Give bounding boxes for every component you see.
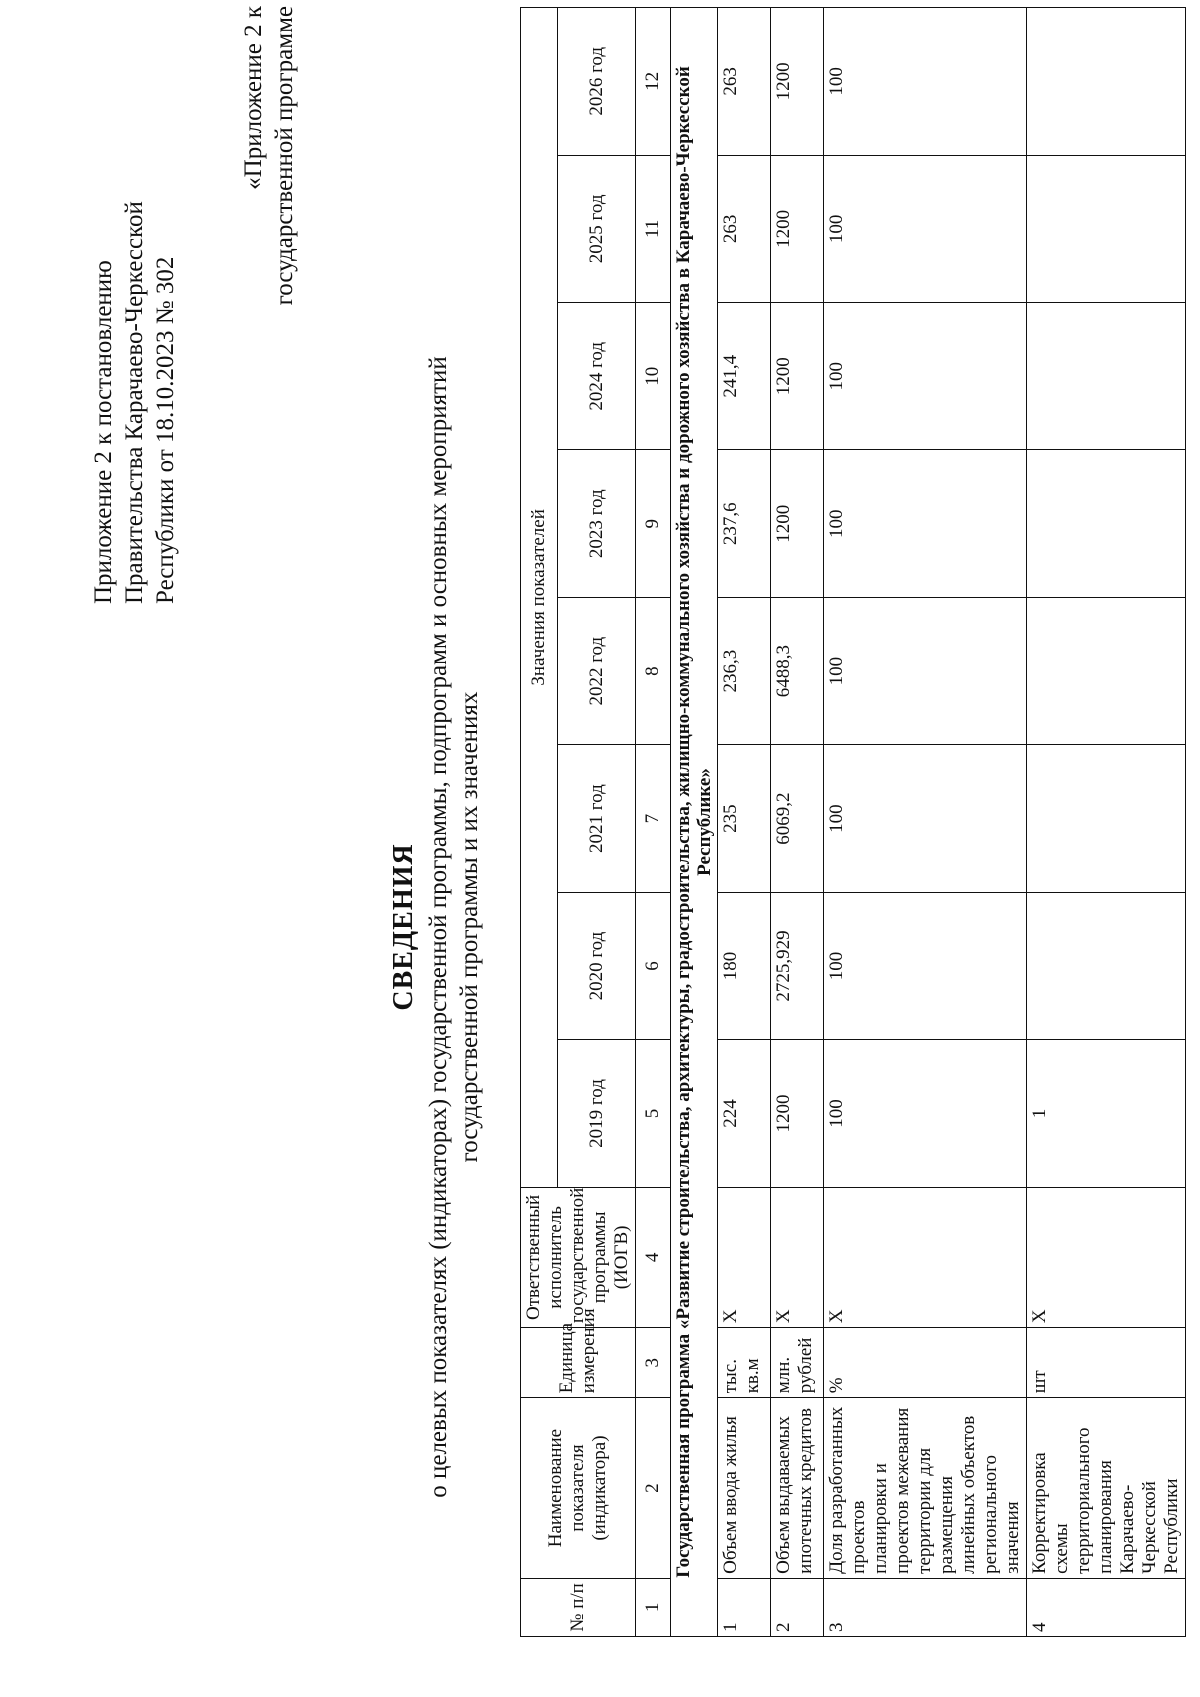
column-number: 1	[636, 1578, 671, 1636]
header-year: 2020 год	[558, 892, 636, 1039]
row-value: 1200	[771, 303, 824, 450]
indicators-table	[520, 7, 1186, 1637]
column-number: 11	[636, 155, 671, 302]
row-unit: %	[824, 1328, 1027, 1398]
header-num: № п/п	[521, 1578, 636, 1636]
column-number: 8	[636, 597, 671, 744]
row-value: 1200	[771, 450, 824, 597]
header-values-group: Значения показателей	[521, 8, 558, 1188]
row-executor: Х	[1027, 1187, 1186, 1327]
table-row	[771, 8, 824, 1637]
column-number: 9	[636, 450, 671, 597]
row-value	[1027, 745, 1186, 892]
header-year: 2019 год	[558, 1040, 636, 1187]
table-row	[718, 8, 771, 1637]
program-title-row	[671, 8, 718, 1637]
document-title	[385, 317, 485, 1537]
title-line-1: о целевых показателях (индикаторах) государственной программы, подпрограмм и основных мероприятий	[425, 356, 452, 1498]
column-numbers-row	[636, 8, 671, 1637]
row-value: 100	[824, 8, 1027, 156]
title-main: СВЕДЕНИЯ	[388, 843, 419, 1011]
header-year: 2026 год	[558, 8, 636, 156]
row-value: 224	[718, 1040, 771, 1187]
row-value: 100	[824, 892, 1027, 1039]
row-num: 3	[824, 1578, 1027, 1636]
row-num: 2	[771, 1578, 824, 1636]
row-value	[1027, 892, 1186, 1039]
row-value: 180	[718, 892, 771, 1039]
previous-appendix-line-2: государственной программе	[271, 6, 298, 306]
previous-appendix-stamp	[238, 6, 300, 396]
header-year: 2023 год	[558, 450, 636, 597]
header-year: 2025 год	[558, 155, 636, 302]
approval-line-2: Правительства Карачаево-Черкесской	[121, 201, 148, 604]
header-year: 2024 год	[558, 303, 636, 450]
approval-line-1: Приложение 2 к постановлению	[90, 260, 117, 604]
row-executor: Х	[718, 1187, 771, 1327]
header-name: Наименование показателя (индикатора)	[521, 1398, 636, 1579]
row-value: 241,4	[718, 303, 771, 450]
row-value	[1027, 155, 1186, 302]
row-value: 100	[824, 745, 1027, 892]
approval-stamp	[88, 4, 181, 604]
row-name: Объем выдаваемых ипотечных кредитов	[771, 1398, 824, 1579]
table-row	[1027, 8, 1186, 1637]
row-executor: Х	[824, 1187, 1027, 1327]
row-value: 100	[824, 1040, 1027, 1187]
row-executor: Х	[771, 1187, 824, 1327]
row-value: 100	[824, 155, 1027, 302]
column-number: 3	[636, 1328, 671, 1398]
row-value: 2725,929	[771, 892, 824, 1039]
row-value: 235	[718, 745, 771, 892]
row-name: Доля разработанных проектов планировки и проектов межевания территории для размещения линейных объектов регионального значения	[824, 1398, 1027, 1579]
header-year: 2022 год	[558, 597, 636, 744]
row-value	[1027, 8, 1186, 156]
row-unit: млн. рублей	[771, 1328, 824, 1398]
row-value: 1200	[771, 155, 824, 302]
row-value	[1027, 597, 1186, 744]
column-number: 5	[636, 1040, 671, 1187]
row-num: 4	[1027, 1578, 1186, 1636]
row-unit: тыс. кв.м	[718, 1328, 771, 1398]
row-value: 1200	[771, 1040, 824, 1187]
column-number: 4	[636, 1187, 671, 1327]
row-value: 1	[1027, 1040, 1186, 1187]
row-value: 263	[718, 155, 771, 302]
column-number: 6	[636, 892, 671, 1039]
row-value: 100	[824, 303, 1027, 450]
header-unit: Единица измерения	[521, 1328, 636, 1398]
row-value: 263	[718, 8, 771, 156]
row-value	[1027, 450, 1186, 597]
row-value: 1200	[771, 8, 824, 156]
column-number: 7	[636, 745, 671, 892]
row-value: 100	[824, 597, 1027, 744]
row-value: 6488,3	[771, 597, 824, 744]
header-row-1	[521, 8, 558, 1637]
program-title: Государственная программа «Развитие строительства, архитектуры, градостроительства, жилищно-коммунального хозяйства и дорожного хозяйства в Карачаево-Черкесской Республике»	[671, 8, 718, 1637]
column-number: 10	[636, 303, 671, 450]
header-year: 2021 год	[558, 745, 636, 892]
previous-appendix-line-1: «Приложение 2 к	[240, 6, 267, 190]
title-line-2: государственной программы и их значениях	[456, 691, 483, 1163]
row-name: Объем ввода жилья	[718, 1398, 771, 1579]
row-value: 100	[824, 450, 1027, 597]
row-value	[1027, 303, 1186, 450]
header-executor: Ответственный исполнитель государственной программы (ИОГВ)	[521, 1187, 636, 1327]
row-num: 1	[718, 1578, 771, 1636]
column-number: 2	[636, 1398, 671, 1579]
approval-line-3: Республики от 18.10.2023 № 302	[152, 256, 179, 604]
row-value: 6069,2	[771, 745, 824, 892]
row-value: 236,3	[718, 597, 771, 744]
row-name: Корректировка схемы территориального планирования Карачаево-Черкесской Республики	[1027, 1398, 1186, 1579]
row-unit: шт	[1027, 1328, 1186, 1398]
column-number: 12	[636, 8, 671, 156]
row-value: 237,6	[718, 450, 771, 597]
table-row	[824, 8, 1027, 1637]
